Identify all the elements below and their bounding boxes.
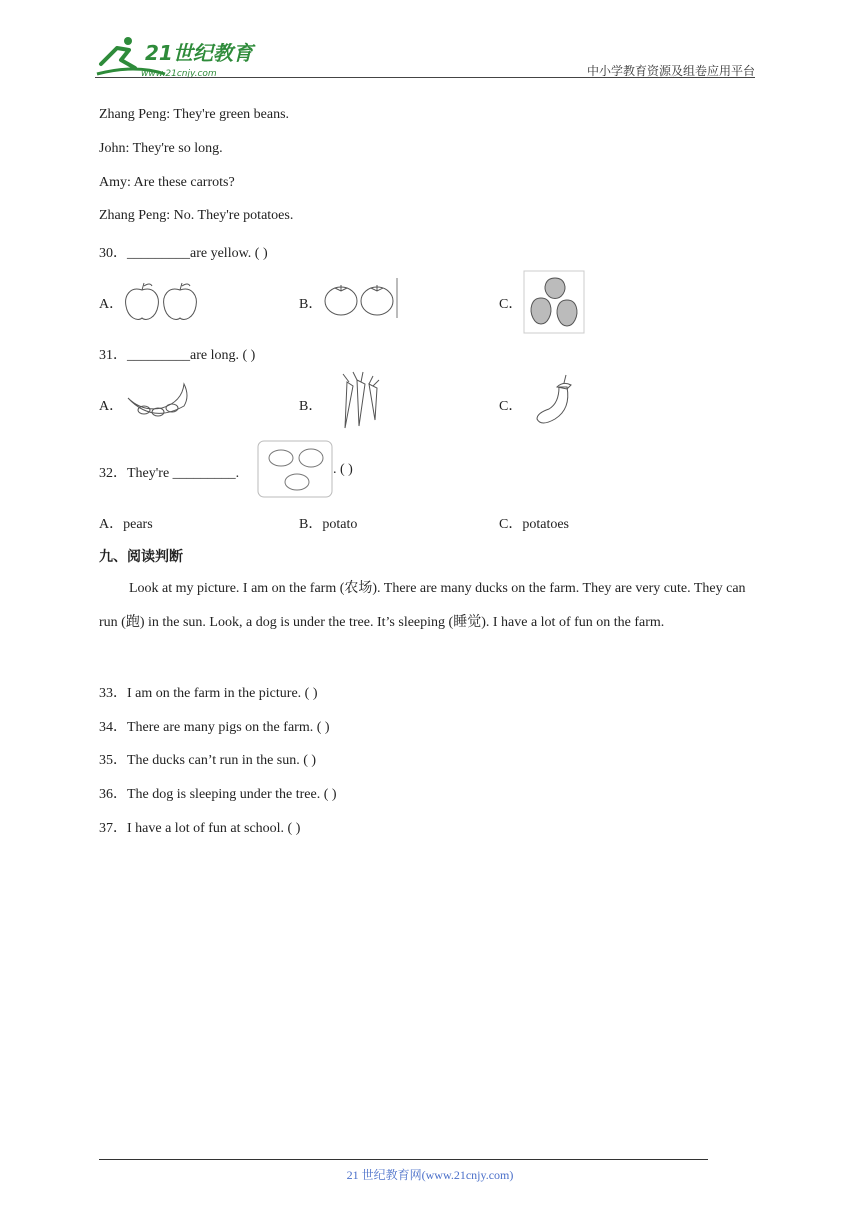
question-30: 30．_________are yellow. ( ) xyxy=(99,246,268,261)
dialogue-line: Amy: Are these carrots? xyxy=(99,175,235,190)
judge-item-33: 33．I am on the farm in the picture. ( ) xyxy=(99,686,318,701)
potatoes-image xyxy=(257,440,333,498)
tomatoes-image xyxy=(322,276,400,320)
green-beans-image xyxy=(122,378,194,428)
judge-item-35: 35．The ducks can’t run in the sun. ( ) xyxy=(99,753,317,768)
q32-option-b[interactable]: B．potato xyxy=(299,517,358,532)
q32-option-a[interactable]: A．pears xyxy=(99,517,153,532)
dialogue-line: John: They're so long. xyxy=(99,141,223,156)
passage-text: Look at my picture. I am on the farm (农场). There are many ducks on the farm. They are very cute. They can run (跑) in the sun. Look, a dog is under the tree. It’s sleeping (睡觉). I have a lot of fun on the farm. xyxy=(99,581,746,630)
q31-option-c-label[interactable]: C． xyxy=(499,399,523,414)
q31-option-a-label[interactable]: A． xyxy=(99,399,124,414)
footer-text: 21 世纪教育网(www.21cnjy.com) xyxy=(346,1168,514,1182)
dialogue-line: Zhang Peng: No. They're potatoes. xyxy=(99,208,294,223)
question-32-bracket: . ( ) xyxy=(333,462,353,477)
q31-option-b-label[interactable]: B． xyxy=(299,399,323,414)
reading-passage xyxy=(99,572,749,640)
eggplant-image xyxy=(531,373,579,427)
question-31: 31．_________are long. ( ) xyxy=(99,348,256,363)
q32-option-c[interactable]: C．potatoes xyxy=(499,517,569,532)
section-title: 九、阅读判断 xyxy=(99,549,183,565)
apples-image xyxy=(122,280,202,324)
judge-item-36: 36．The dog is sleeping under the tree. ( ) xyxy=(99,787,337,802)
q30-option-b-label[interactable]: B． xyxy=(299,297,323,312)
question-32-stem: 32．They're _________. xyxy=(99,466,240,481)
logo-url: www.21cnjy.com xyxy=(141,69,217,79)
logo-21cnjy xyxy=(95,34,265,80)
q30-option-a-label[interactable]: A． xyxy=(99,297,124,312)
question-32 xyxy=(99,462,239,482)
q30-option-c-label[interactable]: C． xyxy=(499,297,523,312)
header-divider xyxy=(95,77,755,78)
strawberries-image xyxy=(523,270,585,334)
carrots-image xyxy=(331,370,385,432)
platform-name: 中小学教育资源及组卷应用平台 xyxy=(586,64,755,78)
judge-item-34: 34．There are many pigs on the farm. ( ) xyxy=(99,720,330,735)
dialogue-line: Zhang Peng: They're green beans. xyxy=(99,107,290,122)
logo-text: 21世纪教育 xyxy=(145,41,253,65)
judge-item-37: 37．I have a lot of fun at school. ( ) xyxy=(99,821,301,836)
footer-divider xyxy=(99,1159,708,1160)
page-header xyxy=(95,30,755,80)
